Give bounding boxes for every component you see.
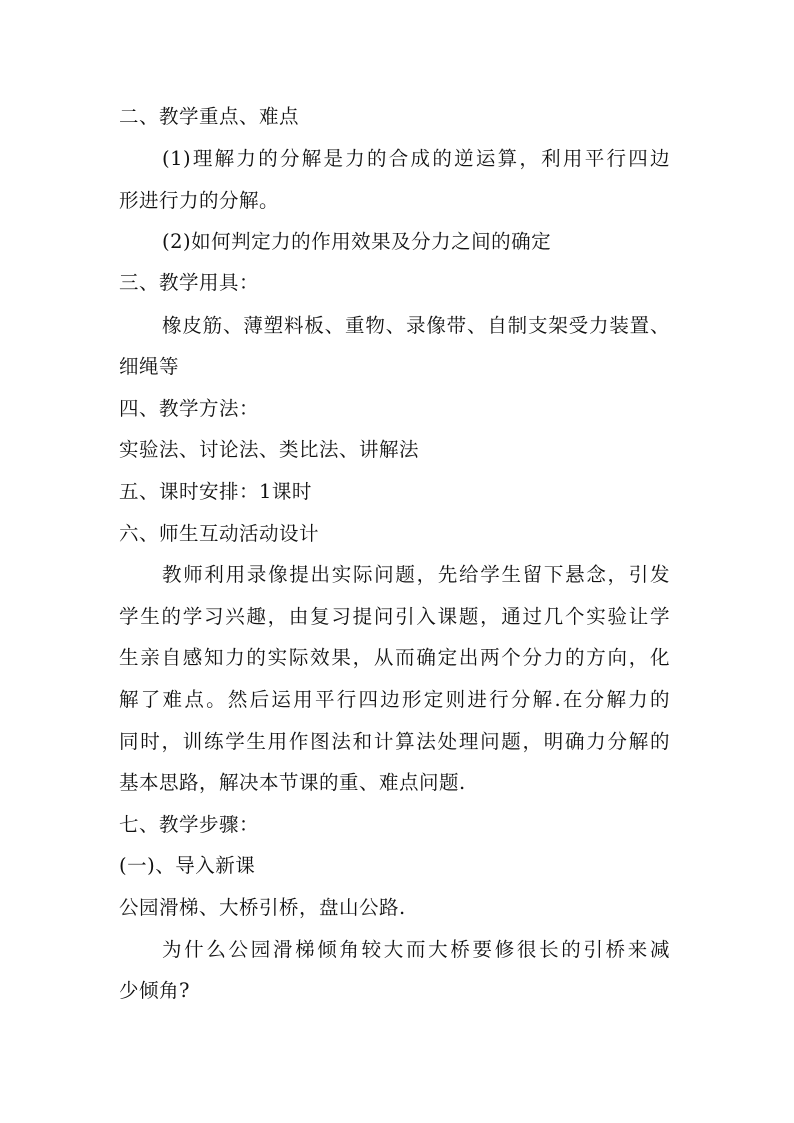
paragraph-line: 实验法、讨论法、类比法、讲解法: [119, 438, 420, 461]
paragraph-text: 同时，训练学生用作图法和计算法处理问题，明确力分解的: [119, 730, 670, 753]
paragraph-text: 生亲自感知力的实际效果，从而确定出两个分力的方向，化: [119, 646, 670, 669]
paragraph-line: [162, 314, 670, 338]
paragraph-line: 少倾角?: [119, 979, 190, 1002]
paragraph-text: 为什么公园滑梯倾角较大而大桥要修很长的引桥来减: [162, 938, 670, 961]
paragraph-text: (1)理解力的分解是力的合成的逆运算，利用平行四边: [162, 147, 670, 170]
paragraph-text: 解了难点。然后运用平行四边形定则进行分解.在分解力的: [119, 688, 670, 711]
paragraph-line: [162, 938, 670, 962]
paragraph-line: [119, 605, 670, 629]
paragraph-text: 学生的学习兴趣，由复习提问引入课题，通过几个实验让学: [119, 605, 670, 628]
section-heading-activity: 六、师生互动活动设计: [119, 522, 320, 545]
paragraph-line: 细绳等: [119, 355, 180, 378]
paragraph-line: [119, 688, 670, 712]
section-heading-focus: 二、教学重点、难点: [119, 105, 300, 128]
paragraph-line: [162, 147, 670, 171]
section-heading-tools: 三、教学用具：: [119, 271, 260, 294]
paragraph-line: 形进行力的分解。: [119, 189, 280, 212]
paragraph-line: (2)如何判定力的作用效果及分力之间的确定: [162, 230, 552, 253]
paragraph-line: [162, 563, 670, 587]
paragraph-line: 公园滑梯、大桥引桥，盘山公路.: [119, 896, 406, 919]
paragraph-text: 教师利用录像提出实际问题，先给学生留下悬念，引发: [162, 563, 670, 586]
section-heading-methods: 四、教学方法：: [119, 397, 260, 420]
paragraph-line: [119, 646, 670, 670]
paragraph-line: [119, 730, 670, 754]
section-heading-steps: 七、教学步骤：: [119, 813, 260, 836]
paragraph-line: 基本思路，解决本节课的重、难点问题.: [119, 771, 466, 794]
subsection-heading-intro: (一)、导入新课: [119, 854, 256, 877]
paragraph-text: 橡皮筋、薄塑料板、重物、录像带、自制支架受力装置、: [162, 314, 670, 337]
section-heading-schedule: 五、课时安排：1课时: [119, 480, 312, 503]
